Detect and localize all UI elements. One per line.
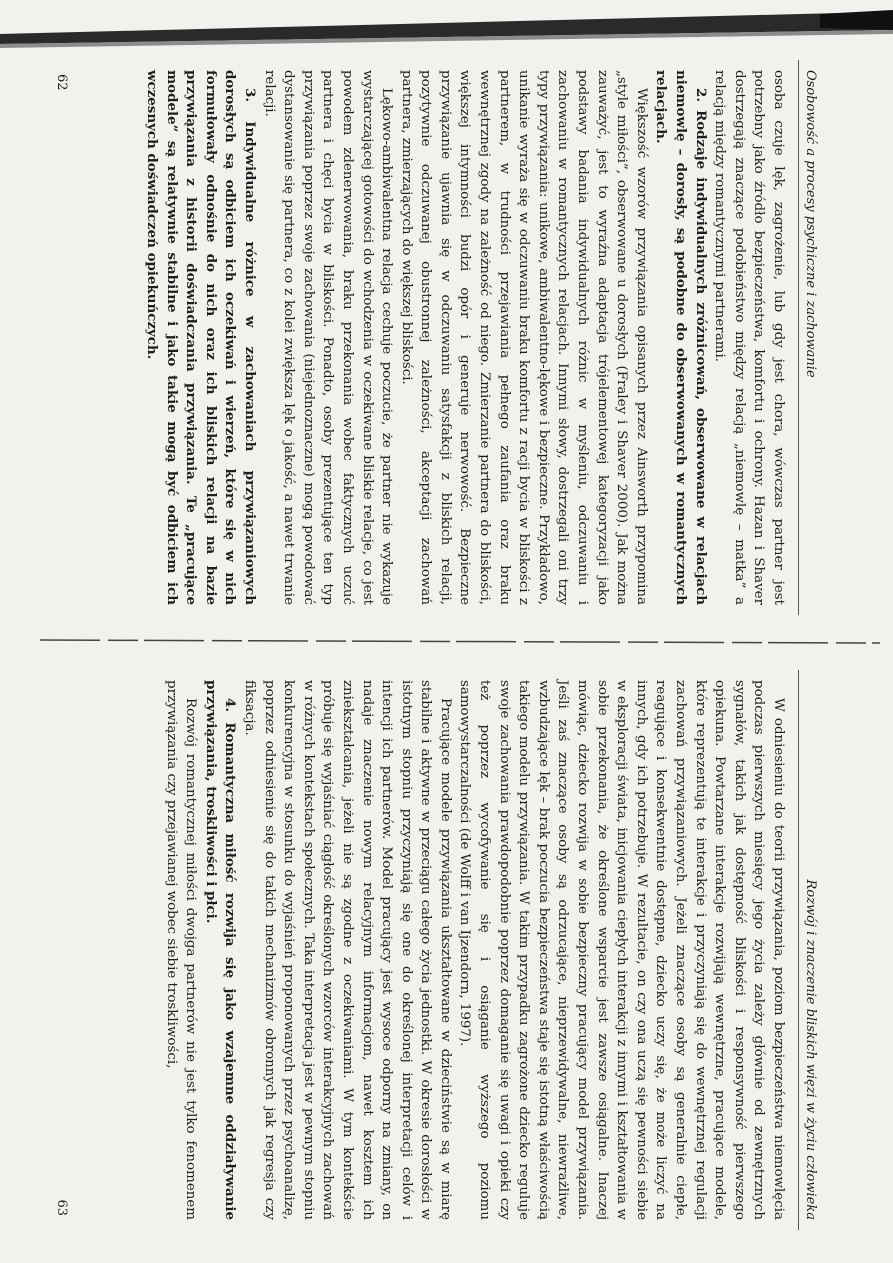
paragraph: Lękowo-ambiwalentna relacja cechuje poczucie, że partner nie wykazuje wystarczającej gotowości do wchodzenia w oczekiwane bliskie relacje, co jest powodem zdenerwowania, braku przekonania wobec faktycznych uczuć partnera i chęci bycia w bliskości. Ponadto, osoby prezentujące ten typ przywiązania poprzez swoje zachowania (niejednoznaczne) mogą powodować dystansowanie się partnera, co z kolei zwiększa lęk o jakość, a nawet trwanie relacji. [261,70,395,605]
left-page [40,60,830,615]
right-page [40,670,830,1230]
running-header: Rozwój i znaczenie bliskich więzi w życiu człowieka [798,670,830,1230]
paragraph: W odniesieniu do teorii przywiązania, poziom bezpieczeństwa niemowlęcia podczas pierwszych miesięcy jego życia zależy głównie od zewnętrznych sygnałów, takich jak dostępność bliskości i responsywność pierwszego opiekuna. Powtarzane interakcje rozwijają wewnętrzne, pracujące modele, które reprezentują te interakcje i przyczyniają się do wewnętrznej regulacji zachowań przywiązaniowych. Jeżeli znaczące osoby są generalnie ciepłe, reagujące i konsekwentnie dostępne, dziecko uczy się, że może liczyć na innych, gdy ich potrzebuje. W rezultacie, on czy ona uczą się pewności siebie w eksploracji świata, inicjowania ciepłych interakcji z innymi i kształtowania w sobie przekonania, że określone wsparcie jest zawsze osiągalne. Inaczej mówiąc, dziecko rozwija w sobie bezpieczny pracujący model przywiązania. Jeśli zaś znaczące osoby są odrzucające, nieprzewidywalne, niewrażliwe, wzbudzające lęk – brak poczucia bezpieczeństwa staje się istotną właściwością takiego modelu przywiązania. W takim przypadku zagrożone dziecko reguluje swoje zachowania prawdopodobnie poprzez domaganie się uwagi i opieki czy też poprzez wycofywanie się i osiąganie wyższego poziomu samowystarczalności (de Wolff i van Ijzendorn, 1997). [457,680,786,1220]
section-heading: 4. Romantyczna miłość rozwija się jako wzajemne oddziaływanie przywiązania, troskliwości i płci. [202,680,239,1220]
page-body [161,670,798,1230]
paragraph: Większość wzorów przywiązania opisanych przez Ainsworth przypomina „style miłości”, obserwowane u dorosłych (Fraley i Shaver 2000). Jak można zauważyć, jest to wyraźna adaptacja trójelementowej kategoryzacji jako podstawy badania indywidualnych różnic w myśleniu, odczuwaniu i zachowaniu w romantycznych relacjach. Innymi słowy, dostrzegali oni trzy typy przywiązania: unikowe, ambiwalentno-lękowe i bezpieczne. Przykładowo, unikanie wyraża się w odczuwaniu braku komfortu z racji bycia w bliskości z partnerem, w trudności przejawiania pełnego zaufania oraz braku wewnętrznej zgody na zależność od niego. Zmierzanie partnera do bliskości, większej intymności budzi opór i generuje nerwowość. Bezpieczne przywiązanie ujawnia się w odczuwaniu satysfakcji z bliskich relacji, pozytywnie odczuwanej obustronnej zależności, akceptacji zachowań partnera, zmierzających do większej bliskości. [398,70,649,605]
scanner-edge-artifact [0,0,893,60]
paragraph: Pracujące modele przywiązania ukształtowane w dzieciństwie są w miarę stabilne i aktywne w przeciągu całego życia jednostki. W okresie dorosłości w istotnym stopniu przyczyniają się one do określonej interpretacji celów i intencji ich partnerów. Model pracujący jest wysoce odporny na zmiany, on nadaje znaczenie nowym relacyjnym informacjom, nawet kosztem ich zniekształcania, jeżeli nie są zgodne z oczekiwaniami. W tym kontekście próbuje się wyjaśniać ciągłość określonych wzorców interakcyjnych zachowań w różnych kontekstach społecznych. Taka interpretacja jest w pewnym stopniu konkurencyjna w stosunku do wyjaśnień proponowanych przez psychoanalizę, poprzez odniesienie się do takich mechanizmów obronnych jak regresja czy fiksacja. [241,680,453,1220]
paragraph: osoba czuje lęk, zagrożenie, lub gdy jest chora, wówczas partner jest potrzebny jako źródło bezpieczeństwa, komfortu i ochrony. Hazan i Shaver dostrzegają znaczące podobieństwo między relacją „niemowlę – matka” a relacją między romantycznymi partnerami. [712,70,786,605]
section-heading: 3. Indywidualne różnice w zachowaniach przywiązaniowych dorosłych są odbiciem ich oczekiwań i wierzeń, które się w nich formułowały odnośnie do nich oraz ich bliskich relacji na bazie przywiązania z historii doświadczania przywiązania. Te „pracujące modele” są relatywnie stabilne i jako takie mogą być odbiciem ich wczesnych doświadczeń opiekuńczych. [144,70,258,605]
page-body [141,60,798,615]
section-heading: 2. Rodzaje indywidualnych zróżnicowań, obserwowane w relacjach niemowlę – dorosły, są podobne do obserwowanych w romantycznych relacjach. [653,70,709,605]
page-number: 63 [54,1199,69,1216]
paragraph: Rozwój romantycznej miłości dwojga partnerów nie jest tylko fenomenem przywiązania czy przejawianej wobec siebie troskliwości, [163,680,199,1220]
page-number: 62 [54,74,69,91]
page-gutter [0,628,893,658]
running-header: Osobowość a procesy psychiczne i zachowanie [798,60,830,615]
